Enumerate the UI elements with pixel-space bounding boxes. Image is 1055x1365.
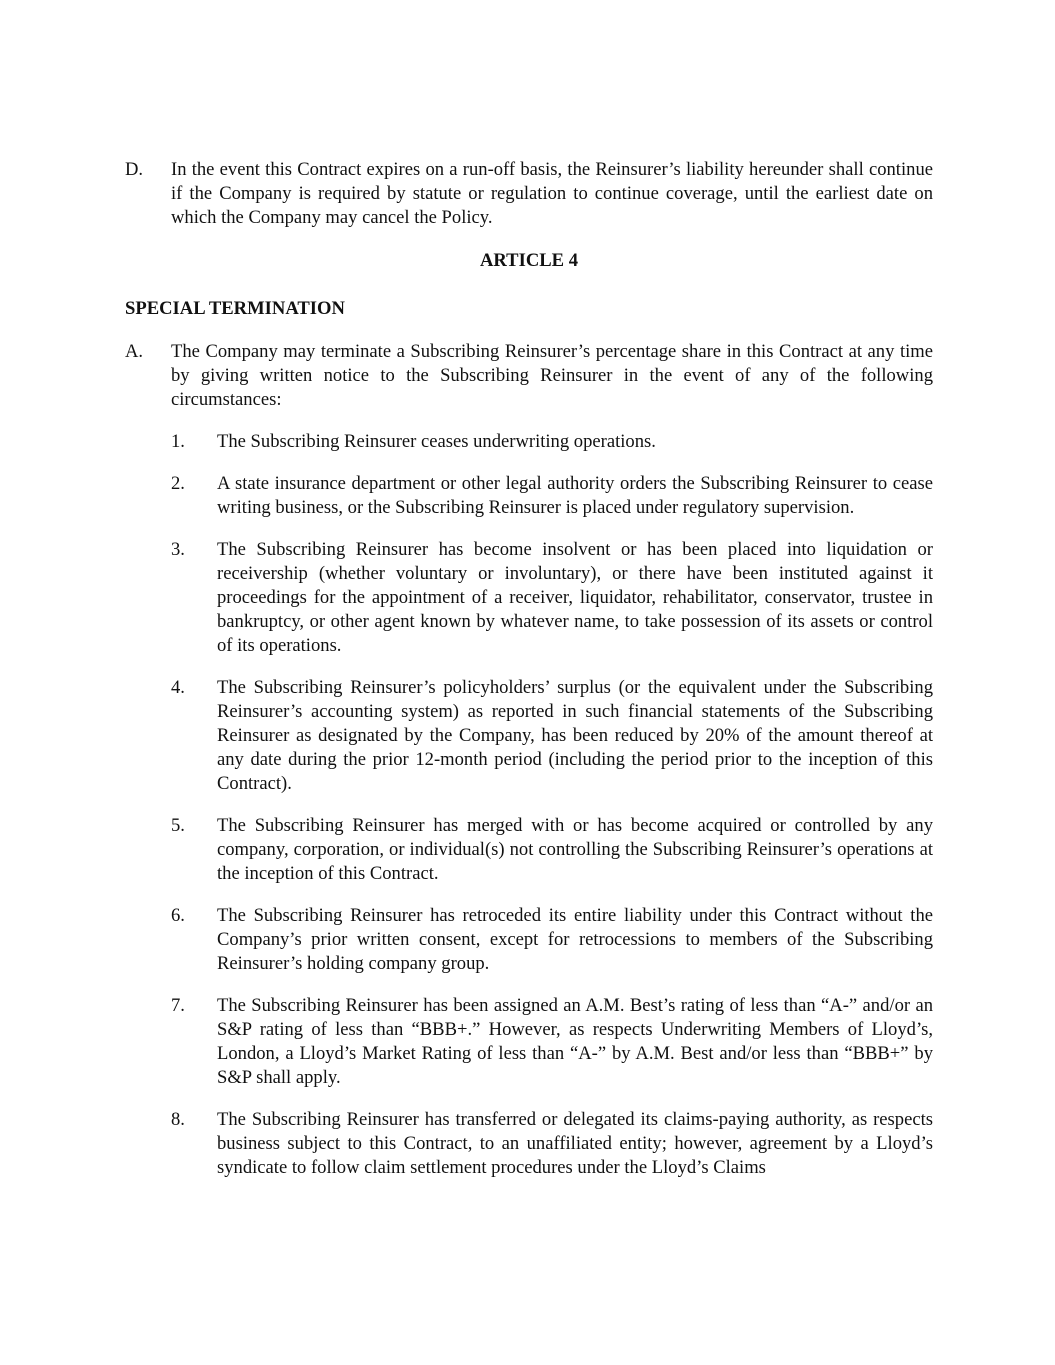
circumstances-list	[171, 430, 933, 1180]
paragraph-marker: A.	[125, 341, 144, 362]
paragraph-text: The Company may terminate a Subscribing Reinsurer’s percentage share in this Contract at any time by giving written notice to the Subscribing Reinsurer in the event of any of the following circumstances:	[171, 341, 933, 410]
list-item-number: 5.	[171, 815, 185, 836]
list-item	[171, 676, 933, 796]
list-item-text: The Subscribing Reinsurer’s policyholders’ surplus (or the equivalent under the Subscribing Reinsurer’s accounting system) as reported in such financial statements of the Subscribing Reinsurer as designated by the Company, has been reduced by 20% of the amount thereof at any date during the prior 12-month period (including the period prior to the inception of this Contract).	[217, 677, 933, 794]
list-item-text: A state insurance department or other legal authority orders the Subscribing Reinsurer to cease writing business, or the Subscribing Reinsurer is placed under regulatory supervision.	[217, 473, 933, 518]
paragraph-d	[125, 158, 933, 230]
list-item	[171, 994, 933, 1090]
list-item-number: 6.	[171, 905, 185, 926]
section-heading: SPECIAL TERMINATION	[125, 298, 345, 319]
list-item-text: The Subscribing Reinsurer has been assigned an A.M. Best’s rating of less than “A-” and/or an S&P rating of less than “BBB+.” However, as respects Underwriting Members of Lloyd’s, London, a Lloyd’s Market Rating of less than “A-” by A.M. Best and/or less than “BBB+” by S&P shall apply.	[217, 995, 933, 1088]
list-item-text: The Subscribing Reinsurer has retroceded its entire liability under this Contract without the Company’s prior written consent, except for retrocessions to members of the Subscribing Reinsurer’s holding company group.	[217, 905, 933, 974]
article-title: ARTICLE 4	[479, 250, 579, 271]
list-item-text: The Subscribing Reinsurer has become insolvent or has been placed into liquidation or receivership (whether voluntary or involuntary), or there have been instituted against it proceedings for the appointment of a receiver, liquidator, rehabilitator, conservator, trustee in bankruptcy, or other agent known by whatever name, to take possession of its assets or control of its operations.	[217, 539, 933, 656]
paragraph-a	[125, 340, 933, 412]
list-item	[171, 1108, 933, 1180]
list-item-number: 2.	[171, 473, 185, 494]
list-item	[171, 538, 933, 658]
list-item-text: The Subscribing Reinsurer ceases underwriting operations.	[217, 431, 656, 452]
list-item	[171, 430, 933, 454]
document-page	[125, 158, 933, 1180]
paragraph-text: In the event this Contract expires on a run-off basis, the Reinsurer’s liability hereunder shall continue if the Company is required by statute or regulation to continue coverage, until the earliest date on which the Company may cancel the Policy.	[171, 159, 933, 228]
list-item	[171, 472, 933, 520]
list-item-number: 7.	[171, 995, 185, 1016]
list-item-number: 8.	[171, 1109, 185, 1130]
list-item-number: 1.	[171, 431, 185, 452]
paragraph-marker: D.	[125, 159, 144, 180]
list-item	[171, 904, 933, 976]
list-item-number: 4.	[171, 677, 185, 698]
list-item-text: The Subscribing Reinsurer has merged with or has become acquired or controlled by any company, corporation, or individual(s) not controlling the Subscribing Reinsurer’s operations at the inception of this Contract.	[217, 815, 933, 884]
list-item-number: 3.	[171, 539, 185, 560]
list-item	[171, 814, 933, 886]
list-item-text: The Subscribing Reinsurer has transferred or delegated its claims-paying authority, as respects business subject to this Contract, to an unaffiliated entity; however, agreement by a Lloyd’s syndicate to follow claim settlement procedures under the Lloyd’s Claims	[217, 1109, 933, 1178]
